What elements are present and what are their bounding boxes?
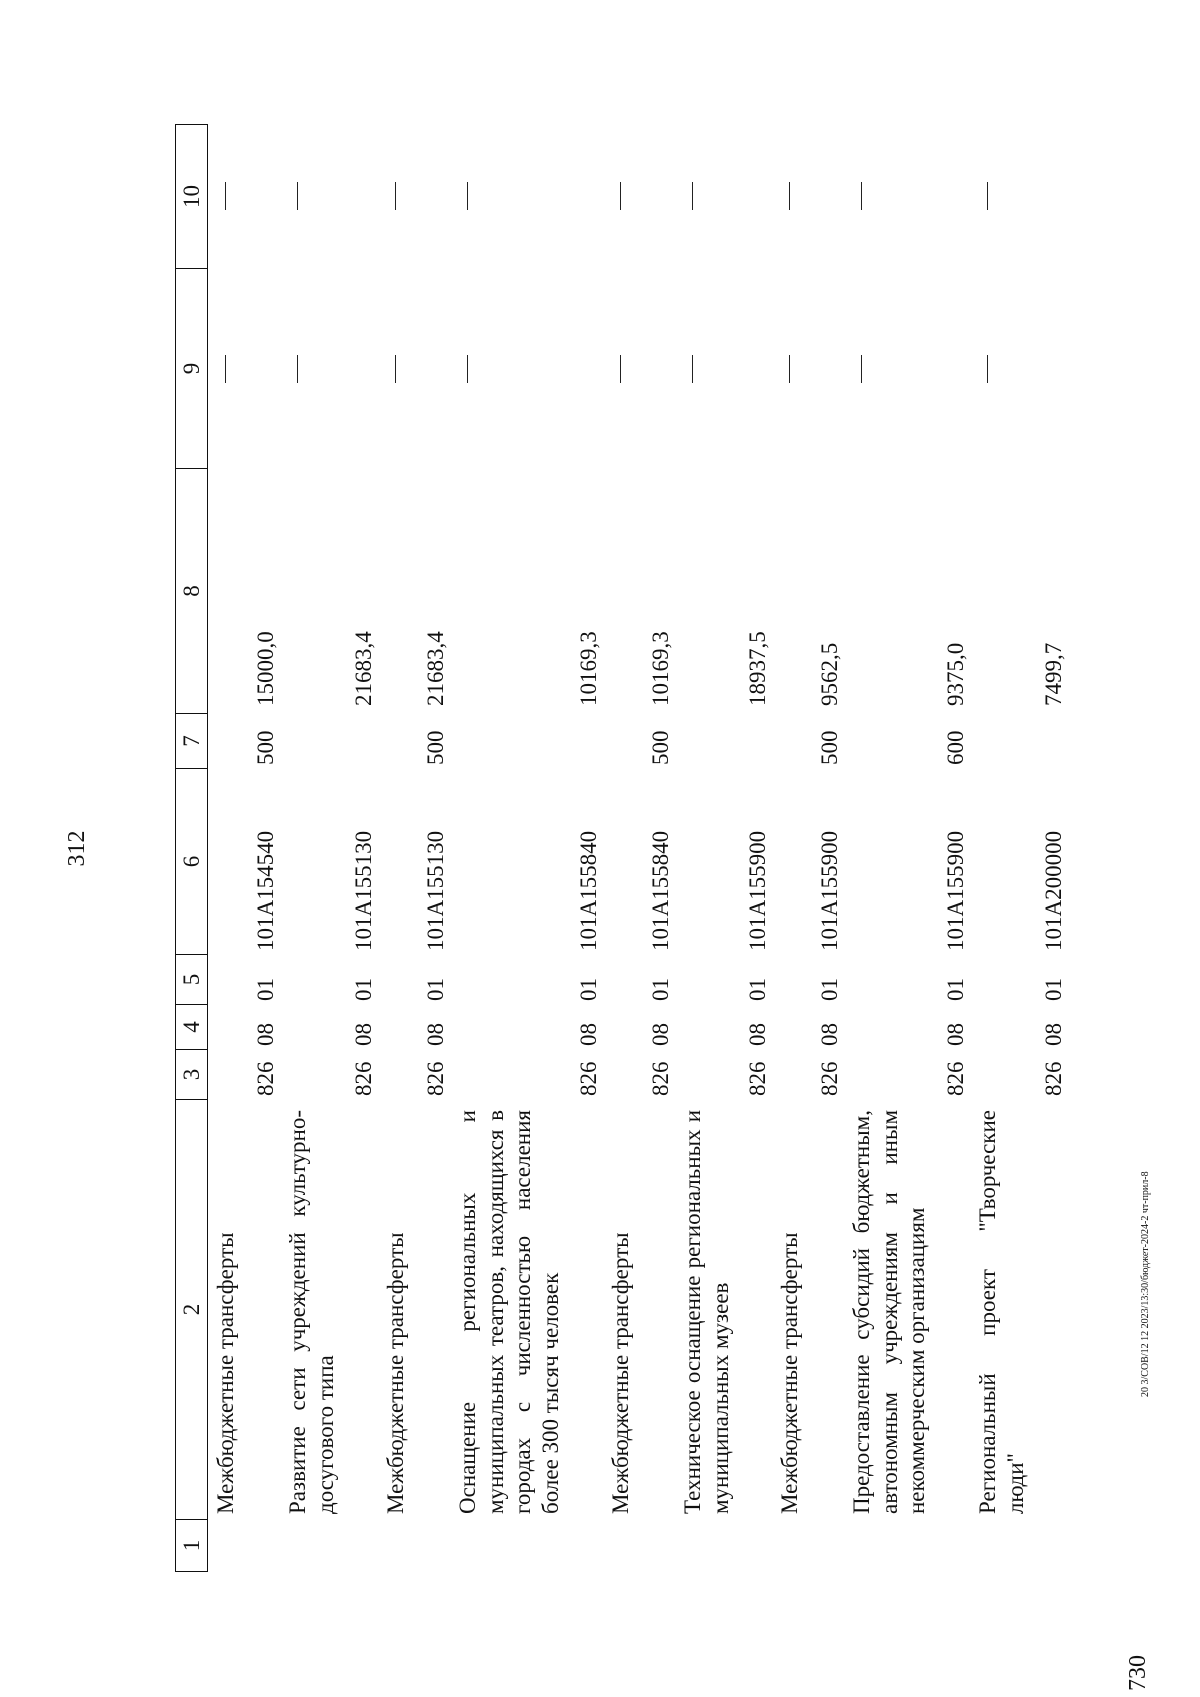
subsection-code-cell: [844, 955, 970, 1005]
subsection-code-cell: [970, 955, 1068, 1005]
expense-type-cell: [970, 714, 1068, 769]
admin-code-cell-text: 826: [817, 1061, 843, 1096]
admin-code-cell: [378, 1050, 450, 1100]
expense-type-cell: [675, 714, 772, 769]
col9-cell: [378, 269, 450, 469]
expense-type-cell: [208, 714, 280, 769]
expense-type-cell-text: 500: [423, 730, 449, 765]
item-name-cell-text: Межбюджетные трансферты: [383, 1232, 408, 1514]
admin-code-cell: [675, 1050, 772, 1100]
header-cell: 8: [175, 469, 208, 714]
section-code-cell-text: 08: [1041, 1023, 1067, 1046]
amount-cell: [772, 469, 844, 714]
section-code-cell-text: 08: [943, 1023, 969, 1046]
amount-cell-text: 21683,4: [351, 631, 377, 706]
table-row: [772, 124, 844, 1572]
admin-code-cell-text: 826: [1041, 1061, 1067, 1096]
target-article-cell: [450, 769, 603, 955]
row-number-cell: [603, 1520, 675, 1572]
table-header: [175, 124, 208, 1572]
expense-type-cell: [603, 714, 675, 769]
target-article-cell: [378, 769, 450, 955]
amount-cell: [970, 469, 1068, 714]
col10-cell: [772, 124, 844, 269]
target-article-cell: [208, 769, 280, 955]
col9-cell-text: [692, 355, 695, 383]
target-article-cell: [844, 769, 970, 955]
item-name-cell: [280, 1100, 378, 1520]
item-name-cell-text: Предоставление субсидий бюджетным, автономным учреждениям и иным некоммерческим организациям: [849, 1110, 930, 1514]
expense-type-cell: [450, 714, 603, 769]
col9-cell-text: [620, 355, 623, 383]
col10-cell-text: [620, 183, 623, 211]
section-code-cell: [675, 1005, 772, 1050]
item-name-cell: [970, 1100, 1068, 1520]
expense-type-cell: [844, 714, 970, 769]
col10-cell-text: [987, 183, 990, 211]
col10-cell: [970, 124, 1068, 269]
admin-code-cell: [280, 1050, 378, 1100]
item-name-cell-text: Межбюджетные трансферты: [608, 1232, 633, 1514]
header-cell: 4: [175, 1005, 208, 1050]
item-name-cell-text: Оснащение региональных и муниципальных театров, находящихся в городах с численностью населения более 300 тысяч человек: [455, 1110, 563, 1514]
table-row: [844, 124, 970, 1572]
target-article-cell-text: 101A155900: [745, 830, 771, 951]
col10-cell-text: [861, 183, 864, 211]
admin-code-cell-text: 826: [423, 1061, 449, 1096]
amount-cell: [450, 469, 603, 714]
admin-code-cell-text: 826: [576, 1061, 602, 1096]
expense-type-cell: [772, 714, 844, 769]
header-cell: 3: [175, 1050, 208, 1100]
row-number-cell: [970, 1520, 1068, 1572]
target-article-cell: [970, 769, 1068, 955]
admin-code-cell: [844, 1050, 970, 1100]
target-article-cell-text: 101A155840: [648, 830, 674, 951]
section-code-cell: [603, 1005, 675, 1050]
row-number-cell: [772, 1520, 844, 1572]
col9-cell-text: [297, 355, 300, 383]
subsection-code-cell: [208, 955, 280, 1005]
target-article-cell-text: 101A155900: [943, 830, 969, 951]
header-cell: 9: [175, 269, 208, 469]
section-code-cell-text: 08: [745, 1023, 771, 1046]
amount-cell: [208, 469, 280, 714]
sheet-number: 730: [1125, 1655, 1151, 1691]
expense-type-cell-text: 500: [648, 730, 674, 765]
amount-cell: [603, 469, 675, 714]
target-article-cell-text: 101A155840: [576, 830, 602, 951]
subsection-code-cell-text: 01: [351, 978, 377, 1001]
page-number: 312: [64, 830, 90, 867]
subsection-code-cell-text: 01: [1041, 978, 1067, 1001]
item-name-cell: [378, 1100, 450, 1520]
header-cell: 2: [175, 1100, 208, 1520]
subsection-code-cell-text: 01: [745, 978, 771, 1001]
section-code-cell: [280, 1005, 378, 1050]
col10-cell-text: [692, 183, 695, 211]
section-code-cell: [378, 1005, 450, 1050]
amount-cell-text: 9562,5: [817, 642, 843, 706]
item-name-cell: [603, 1100, 675, 1520]
subsection-code-cell-text: 01: [423, 978, 449, 1001]
col10-cell-text: [789, 183, 792, 211]
admin-code-cell: [970, 1050, 1068, 1100]
target-article-cell-text: 101A155900: [817, 830, 843, 951]
table-row: [378, 124, 450, 1572]
amount-cell-text: 21683,4: [423, 631, 449, 706]
row-number-cell: [280, 1520, 378, 1572]
target-article-cell: [280, 769, 378, 955]
col9-cell: [280, 269, 378, 469]
expense-type-cell-text: 500: [817, 730, 843, 765]
col10-cell: [603, 124, 675, 269]
table-row: [208, 124, 280, 1572]
target-article-cell-text: 101A155130: [423, 830, 449, 951]
amount-cell: [378, 469, 450, 714]
target-article-cell: [772, 769, 844, 955]
header-cell: 10: [175, 124, 208, 269]
amount-cell: [280, 469, 378, 714]
col9-cell: [450, 269, 603, 469]
admin-code-cell-text: 826: [648, 1061, 674, 1096]
expense-type-cell-text: 600: [943, 730, 969, 765]
expense-type-cell-text: 500: [253, 730, 279, 765]
col9-cell-text: [225, 355, 228, 383]
amount-cell-text: 10169,3: [648, 631, 674, 706]
col10-cell-text: [297, 183, 300, 211]
subsection-code-cell-text: 01: [576, 978, 602, 1001]
col9-cell-text: [987, 355, 990, 383]
section-code-cell: [970, 1005, 1068, 1050]
subsection-code-cell: [450, 955, 603, 1005]
admin-code-cell: [450, 1050, 603, 1100]
subsection-code-cell: [772, 955, 844, 1005]
item-name-cell: [675, 1100, 772, 1520]
col9-cell: [675, 269, 772, 469]
section-code-cell-text: 08: [817, 1023, 843, 1046]
table-row: [970, 124, 1068, 1572]
col10-cell: [675, 124, 772, 269]
table-row: [675, 124, 772, 1572]
row-number-cell: [378, 1520, 450, 1572]
item-name-cell: [208, 1100, 280, 1520]
col9-cell: [603, 269, 675, 469]
header-cell: 5: [175, 955, 208, 1005]
col10-cell-text: [225, 183, 228, 211]
amount-cell-text: 15000,0: [253, 631, 279, 706]
col10-cell: [378, 124, 450, 269]
header-cell: 7: [175, 714, 208, 769]
target-article-cell: [603, 769, 675, 955]
target-article-cell-text: 101A155130: [351, 830, 377, 951]
col10-cell-text: [395, 183, 398, 211]
item-name-cell: [450, 1100, 603, 1520]
target-article-cell-text: 101A200000: [1041, 830, 1067, 951]
table-row: [603, 124, 675, 1572]
target-article-cell: [675, 769, 772, 955]
expense-type-cell: [280, 714, 378, 769]
admin-code-cell: [772, 1050, 844, 1100]
subsection-code-cell-text: 01: [817, 978, 843, 1001]
amount-cell-text: 10169,3: [576, 631, 602, 706]
subsection-code-cell: [378, 955, 450, 1005]
section-code-cell-text: 08: [576, 1023, 602, 1046]
col9-cell-text: [395, 355, 398, 383]
admin-code-cell-text: 826: [351, 1061, 377, 1096]
table-body: [208, 124, 1068, 1572]
col9-cell-text: [861, 355, 864, 383]
subsection-code-cell: [280, 955, 378, 1005]
section-code-cell: [844, 1005, 970, 1050]
subsection-code-cell-text: 01: [648, 978, 674, 1001]
col9-cell: [844, 269, 970, 469]
section-code-cell-text: 08: [351, 1023, 377, 1046]
subsection-code-cell-text: 01: [253, 978, 279, 1001]
footer-code: 20 3/COB/12 12 2023/13:30/бюджет-2024-2 чт-прил-8: [1140, 1171, 1151, 1397]
admin-code-cell: [208, 1050, 280, 1100]
col9-cell: [772, 269, 844, 469]
subsection-code-cell: [675, 955, 772, 1005]
table-row: [280, 124, 378, 1572]
item-name-cell-text: Развитие сети учреждений культурно-досугового типа: [285, 1110, 338, 1514]
table-row: [450, 124, 603, 1572]
item-name-cell-text: Региональный проект "Творческие люди": [975, 1110, 1028, 1514]
admin-code-cell-text: 826: [745, 1061, 771, 1096]
header-cell: 6: [175, 769, 208, 955]
section-code-cell-text: 08: [423, 1023, 449, 1046]
col9-cell-text: [467, 355, 470, 383]
target-article-cell-text: 101A154540: [253, 830, 279, 951]
row-number-cell: [844, 1520, 970, 1572]
amount-cell: [844, 469, 970, 714]
admin-code-cell-text: 826: [943, 1061, 969, 1096]
amount-cell-text: 9375,0: [943, 642, 969, 706]
col10-cell: [280, 124, 378, 269]
row-number-cell: [208, 1520, 280, 1572]
col10-cell-text: [467, 183, 470, 211]
item-name-cell: [844, 1100, 970, 1520]
budget-table: [175, 124, 1068, 1572]
col10-cell: [450, 124, 603, 269]
expense-type-cell: [378, 714, 450, 769]
section-code-cell: [450, 1005, 603, 1050]
item-name-cell: [772, 1100, 844, 1520]
amount-cell: [675, 469, 772, 714]
header-cell: 1: [175, 1520, 208, 1572]
col9-cell-text: [789, 355, 792, 383]
admin-code-cell-text: 826: [253, 1061, 279, 1096]
item-name-cell-text: Межбюджетные трансферты: [777, 1232, 802, 1514]
row-number-cell: [450, 1520, 603, 1572]
subsection-code-cell: [603, 955, 675, 1005]
amount-cell-text: 7499,7: [1041, 642, 1067, 706]
col9-cell: [970, 269, 1068, 469]
section-code-cell-text: 08: [253, 1023, 279, 1046]
section-code-cell: [772, 1005, 844, 1050]
section-code-cell-text: 08: [648, 1023, 674, 1046]
col9-cell: [208, 269, 280, 469]
amount-cell-text: 18937,5: [745, 631, 771, 706]
row-number-cell: [675, 1520, 772, 1572]
item-name-cell-text: Межбюджетные трансферты: [213, 1232, 238, 1514]
admin-code-cell: [603, 1050, 675, 1100]
section-code-cell: [208, 1005, 280, 1050]
col10-cell: [208, 124, 280, 269]
col10-cell: [844, 124, 970, 269]
item-name-cell-text: Техническое оснащение региональных и муниципальных музеев: [680, 1110, 733, 1514]
subsection-code-cell-text: 01: [943, 978, 969, 1001]
